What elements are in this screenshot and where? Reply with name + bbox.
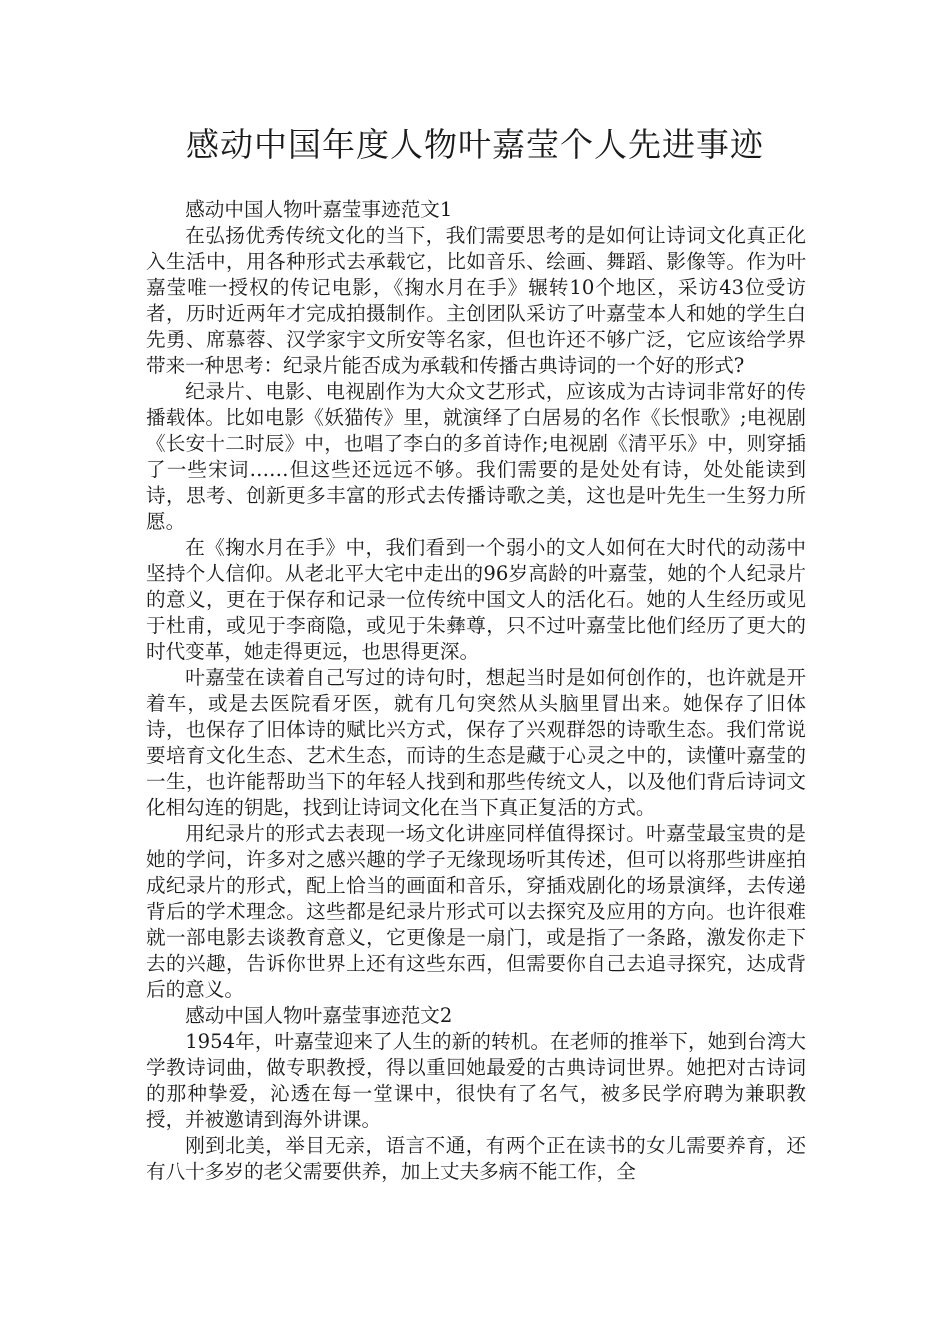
paragraph: 叶嘉莹在读着自己写过的诗句时，想起当时是如何创作的，也许就是开着车，或是去医院看牙医，就有几句突然从头脑里冒出来。她保存了旧体诗，也保存了旧体诗的赋比兴方式，保存了兴观群怨的诗歌生态。我们常说要培育文化生态、艺术生态，而诗的生态是藏于心灵之中的，读懂叶嘉莹的一生，也许能帮助当下的年轻人找到和那些传统文人，以及他们背后诗词文化相勾连的钥匙，找到让诗词文化在当下真正复活的方式。	[146, 666, 806, 819]
paragraph: 在《掬水月在手》中，我们看到一个弱小的文人如何在大时代的动荡中坚持个人信仰。从老北平大宅中走出的96岁高龄的叶嘉莹，她的个人纪录片的意义，更在于保存和记录一位传统中国文人的活化石。她的人生经历或见于杜甫，或见于李商隐，或见于朱彝尊，只不过叶嘉莹比他们经历了更大的时代变革，她走得更远，也思得更深。	[146, 536, 806, 663]
section-heading-1: 感动中国人物叶嘉莹事迹范文1	[185, 198, 453, 221]
paragraph: 在弘扬优秀传统文化的当下，我们需要思考的是如何让诗词文化真正化入生活中，用各种形式去承载它，比如音乐、绘画、舞蹈、影像等。作为叶嘉莹唯一授权的传记电影，《掬水月在手》辗转10个地区，采访43位受访者，历时近两年才完成拍摄制作。主创团队采访了叶嘉莹本人和她的学生白先勇、席慕蓉、汉学家宇文所安等名家，但也许还不够广泛，它应该给学界带来一种思考：纪录片能否成为承载和传播古典诗词的一个好的形式?	[146, 224, 806, 377]
paragraph: 刚到北美，举目无亲，语言不通，有两个正在读书的女儿需要养育，还有八十多岁的老父需要供养，加上丈夫多病不能工作，全	[146, 1134, 806, 1183]
paragraph: 用纪录片的形式去表现一场文化讲座同样值得探讨。叶嘉莹最宝贵的是她的学问，许多对之感兴趣的学子无缘现场听其传述，但可以将那些讲座拍成纪录片的形式，配上恰当的画面和音乐，穿插戏剧化的场景演绎，去传递背后的学术理念。这些都是纪录片形式可以去探究及应用的方向。也许很难就一部电影去谈教育意义，它更像是一扇门，或是指了一条路，激发你走下去的兴趣，告诉你世界上还有这些东西，但需要你自己去追寻探究，达成背后的意义。	[146, 822, 806, 1001]
document-body	[146, 197, 806, 1185]
paragraph: 1954年，叶嘉莹迎来了人生的新的转机。在老师的推举下，她到台湾大学教诗词曲，做专职教授，得以重回她最爱的古典诗词世界。她把对古诗词的那种挚爱，沁透在每一堂课中，很快有了名气，被多民学府聘为兼职教授，并被邀请到海外讲课。	[146, 1030, 806, 1131]
document-title: 感动中国年度人物叶嘉莹个人先进事迹	[186, 125, 764, 164]
paragraph: 纪录片、电影、电视剧作为大众文艺形式，应该成为古诗词非常好的传播载体。比如电影《妖猫传》里，就演绎了白居易的名作《长恨歌》;电视剧《长安十二时辰》中，也唱了李白的多首诗作;电视剧《清平乐》中，则穿插了一些宋词……但这些还远远不够。我们需要的是处处有诗，处处能读到诗，思考、创新更多丰富的形式去传播诗歌之美，这也是叶先生一生努力所愿。	[146, 380, 806, 533]
section-heading-2: 感动中国人物叶嘉莹事迹范文2	[185, 1004, 453, 1027]
